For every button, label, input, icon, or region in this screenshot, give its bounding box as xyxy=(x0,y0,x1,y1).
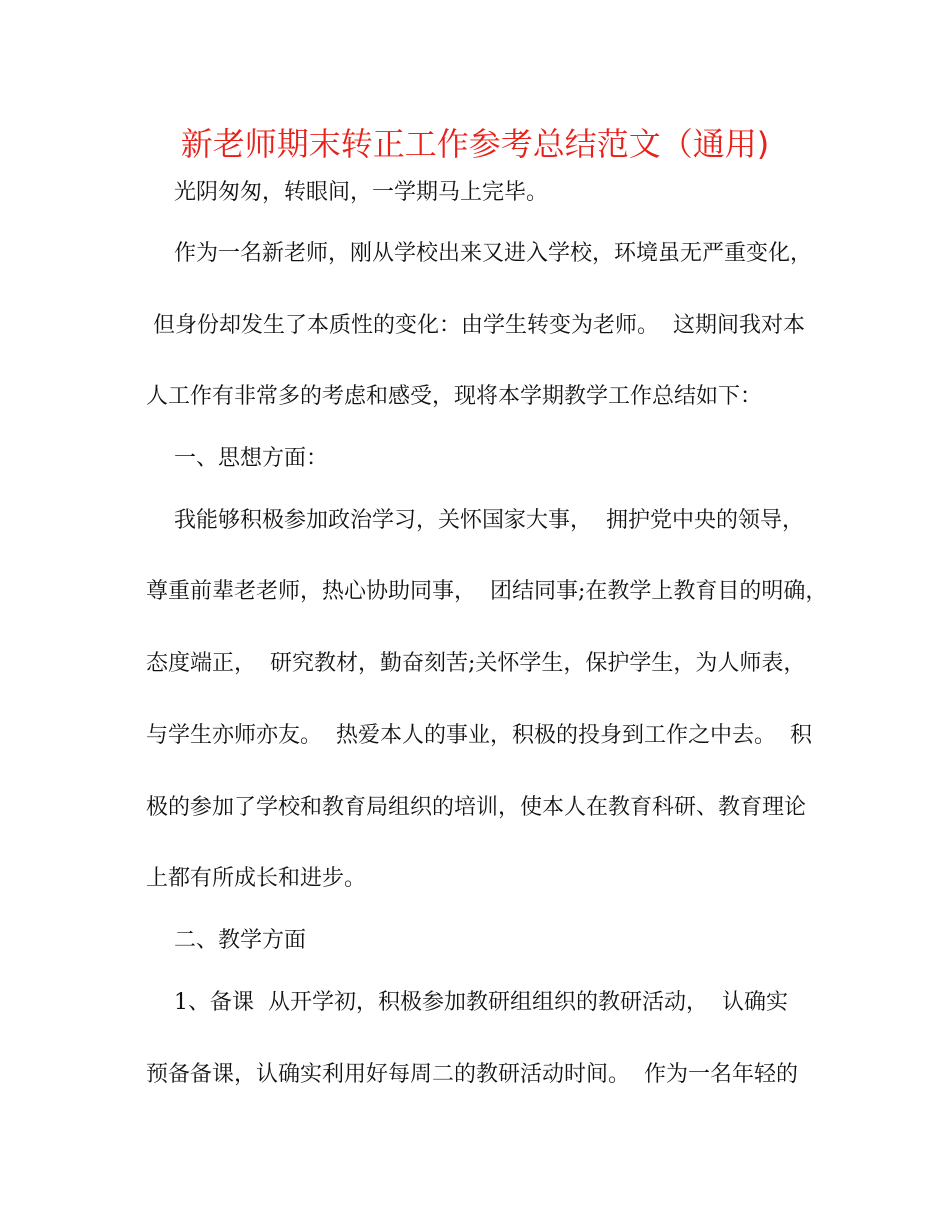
paragraph-line: 我能够积极参加政治学习，关怀国家大事， 拥护党中央的领导， xyxy=(146,508,804,533)
paragraph-line: 作为一名新老师，刚从学校出来又进入学校，环境虽无严重变化， xyxy=(146,241,812,266)
paragraph-line: 预备备课，认确实利用好每周二的教研活动时间。 作为一名年轻的 xyxy=(146,1062,798,1087)
paragraph-line: 极的参加了学校和教育局组织的培训，使本人在教育科研、教育理论 xyxy=(146,795,807,820)
paragraph-line: 1、备课 从开学初，积极参加教研组组织的教研活动， 认确实 xyxy=(146,990,788,1015)
paragraph-line: 光阴匆匆，转眼间，一学期马上完毕。 xyxy=(146,180,548,205)
section-heading: 二、教学方面 xyxy=(146,928,306,953)
section-heading: 一、思想方面： xyxy=(146,446,328,471)
paragraph-line: 上都有所成长和进步。 xyxy=(146,866,367,891)
document-title: 新老师期末转正工作参考总结范文（通用) xyxy=(180,125,770,163)
paragraph-line: 态度端正， 研究教材，勤奋刻苦;关怀学生，保护学生，为人师表， xyxy=(146,651,806,676)
paragraph-line: 人工作有非常多的考虑和感受，现将本学期教学工作总结如下： xyxy=(146,384,763,409)
paragraph-line: 但身份却发生了本质性的变化：由学生转变为老师。 这期间我对本 xyxy=(146,313,805,338)
paragraph-line: 尊重前辈老老师，热心协助同事， 团结同事;在教学上教育目的明确， xyxy=(146,579,828,604)
paragraph-line: 与学生亦师亦友。 热爱本人的事业，积极的投身到工作之中去。 积 xyxy=(146,723,812,748)
